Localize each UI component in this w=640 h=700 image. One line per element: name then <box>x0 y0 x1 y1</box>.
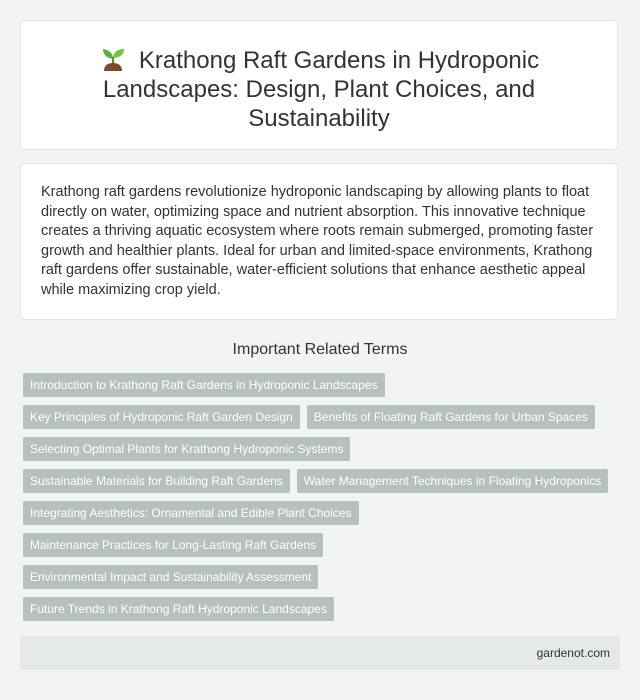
related-term-tag[interactable]: Introduction to Krathong Raft Gardens in Hydroponic Landscapes <box>23 373 385 397</box>
sprout-icon <box>99 45 127 71</box>
description-card <box>20 163 618 320</box>
related-term-tag[interactable]: Key Principles of Hydroponic Raft Garden Design <box>23 405 300 429</box>
related-term-tag[interactable]: Environmental Impact and Sustainability Assessment <box>23 565 318 589</box>
description-text: Krathong raft gardens revolutionize hydroponic landscaping by allowing plants to float directly on water, optimizing space and nutrient absorption. This innovative technique creates a thriving aquatic ecosystem where roots remain submerged, promoting faster growth and healthier plants. Ideal for urban and limited-space environments, Krathong raft gardens offer sustainable, water-efficient solutions that enhance aesthetic appeal while maximizing crop yield. <box>41 184 594 298</box>
related-term-tag[interactable]: Integrating Aesthetics: Ornamental and Edible Plant Choices <box>23 501 359 525</box>
footer <box>20 636 620 670</box>
related-term-tag[interactable]: Sustainable Materials for Building Raft Gardens <box>23 469 290 493</box>
title-card <box>20 20 618 150</box>
page-title-text: Krathong Raft Gardens in Hydroponic Landscapes: Design, Plant Choices, and Sustainability <box>102 47 540 132</box>
related-term-tag[interactable]: Future Trends in Krathong Raft Hydroponic Landscapes <box>23 597 334 621</box>
related-term-tag[interactable]: Water Management Techniques in Floating Hydroponics <box>297 469 609 493</box>
related-terms-list <box>23 373 619 621</box>
related-term-tag[interactable]: Benefits of Floating Raft Gardens for Urban Spaces <box>307 405 595 429</box>
page-title <box>41 45 597 133</box>
related-terms-heading: Important Related Terms <box>232 341 408 358</box>
footer-site-link[interactable]: gardenot.com <box>536 646 610 660</box>
related-term-tag[interactable]: Maintenance Practices for Long-Lasting Raft Gardens <box>23 533 323 557</box>
related-term-tag[interactable]: Selecting Optimal Plants for Krathong Hydroponic Systems <box>23 437 350 461</box>
